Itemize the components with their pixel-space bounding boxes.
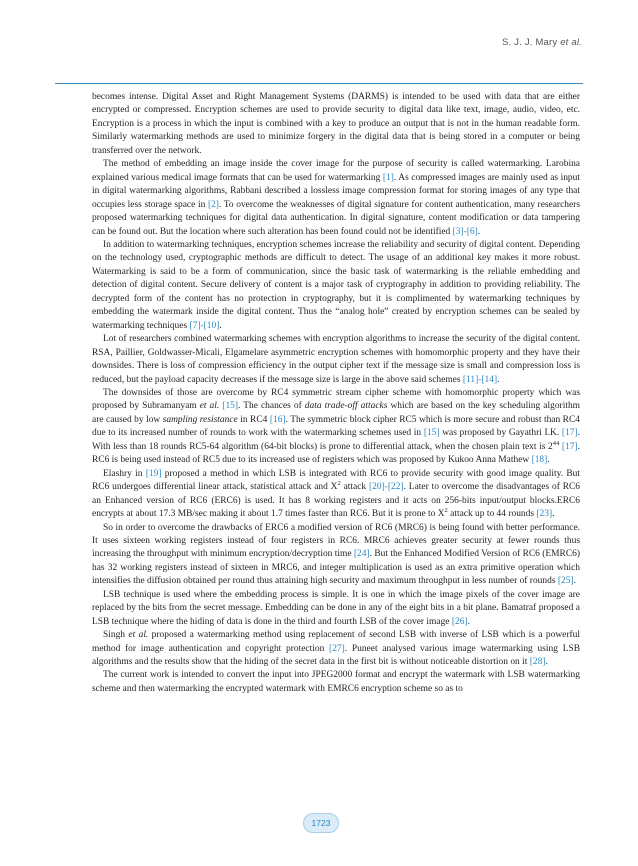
running-head [502, 37, 582, 48]
citation-link[interactable]: [20]-[22] [369, 482, 404, 493]
header-rule [55, 83, 583, 84]
paragraph-10: The current work is intended to convert the input into JPEG2000 format and encrypt the watermark with LSB watermarking scheme and then watermarking the encrypted watermark with EMRC6 encryption scheme so as to [92, 670, 580, 694]
paragraph-6: Elashry in [19] proposed a method in which LSB is integrated with RC6 to provide security with good image quality. But RC6 undergoes differential linear attack, statistical attack and $X^2$ attack [20]-[22]. Later to overcome the disadvantages of RC6 an Enhanced version of RC6 (ERC6) is used. It has 8 working registers and it acts on 256-bits input/output blocks.ERC6 encrypts at about 17.3 MB/sec making it about 1.7 times faster than RC6. But it is prone to $X^2$ attack up to 44 rounds [23]. [92, 468, 581, 520]
superscript: 2 [337, 480, 341, 488]
citation-link[interactable]: [25] [557, 576, 574, 587]
citation-link[interactable]: [26] [451, 616, 468, 627]
citation-link[interactable]: [11]-[14] [462, 374, 498, 385]
citation-link[interactable]: [15] [423, 428, 440, 439]
citation-link[interactable]: [17] [561, 428, 578, 439]
citation-link[interactable]: [3]-[6] [452, 226, 478, 237]
paragraph-2: The method of embedding an image inside the cover image for the purpose of security is called watermarking. Larobina explained various medical image formats that can be used for watermarking [1]. As compressed images are mainly used as input in digital watermarking algorithms, Rabbani described a lossless image compression format for storing images of any type that occupies less storage space in [2]. To overcome the weaknesses of digital signature for content authentication, many researchers proposed watermarking techniques for digital data authentication. In digital signature, content modification or data tampering can be found out. But the location where such alteration has been found could not be identified [3]-[6]. [92, 159, 580, 237]
paragraph-8: LSB technique is used where the embedding process is simple. It is one in which the image pixels of the cover image are replaced by the bits from the secret message. Embedding can be done in any of the eight bits in a bit plane. Bamatraf proposed a LSB technique where the hiding of data is done in the third and fourth LSB of the cover image [26]. [92, 589, 580, 627]
paragraph-5: The downsides of those are overcome by RC4 symmetric stream cipher scheme with homomorphic property which was proposed by Subramanyam et al. [15]. The chances of data trade-off attacks which are based on the key scheduling algorithm are caused by low sampling resistance in RC4 [16]. The symmetric block cipher RC5 which is more secure and robust than RC4 due to its increased number of rounds to work with the watermarking schemes used in [15] was proposed by Gayathri I.K. [17]. With less than 18 rounds RC5-64 algorithm (64-bit blocks) is prone to differential attack, when the chosen plain text is $2^{44}$ [17]. RC6 is being used instead of RC5 due to its increased use of registers which was proposed by Kukoo Anna Mathew [18]. [92, 387, 581, 466]
emphasis: et al. [199, 401, 220, 412]
citation-link[interactable]: [2] [207, 199, 219, 210]
citation-link[interactable]: [24] [353, 549, 370, 560]
emphasis: et al. [128, 630, 149, 641]
citation-link[interactable]: [23] [536, 509, 553, 520]
superscript: 44 [552, 439, 560, 447]
citation-link[interactable]: [19] [145, 468, 162, 479]
citation-link[interactable]: [17] [561, 441, 578, 452]
paragraph-3: In addition to watermarking techniques, encryption schemes increase the reliability and security of digital content. Depending on the technology used, cryptographic methods are difficult to detect. The usage of an additional key makes it more robust. Watermarking is said to be a form of communication, since the basic task of watermarking is the reliable embedding and detection of digital content. Secure delivery of content is a major task of cryptography in addition to providing reliability. The decrypted form of the content has no protection in cryptography, but it is complimented by watermarking techniques by embedding the watermark inside the digital content. Thus the “analog hole” created by encryption schemes can be sealed by watermarking techniques [7]-[10]. [92, 239, 580, 331]
superscript: 2 [444, 507, 448, 515]
paragraph-9: Singh et al. proposed a watermarking method using replacement of second LSB with inverse of LSB which is a powerful method for image authentication and copyright protection [27]. Puneet analysed various image watermarking using LSB algorithms and the results show that the hiding of the secret data in the first bit is without noticeable distortion on it [28]. [92, 630, 581, 668]
emphasis: data trade-off attacks [304, 401, 388, 412]
citation-link[interactable]: [15] [222, 401, 239, 412]
citation-link[interactable]: [28] [529, 657, 546, 668]
citation-link[interactable]: [7]-[10] [189, 320, 220, 331]
emphasis: sampling resistance [162, 414, 238, 425]
paragraph-4: Lot of researchers combined watermarking schemes with encryption algorithms to increase the security of the digital content. RSA, Paillier, Goldwasser-Micali, Elgamelare asymmetric encryption schemes with homomorphic property and they have their downsides. There is loss of compression efficiency in the output cipher text if the message size is small and compression loss is reduced, but the payload capacity decreases if the message size is large in the above said schemes [11]-[14]. [92, 334, 580, 385]
citation-link[interactable]: [16] [269, 414, 286, 425]
article-body [92, 91, 580, 696]
paragraph-7: So in order to overcome the drawbacks of ERC6 a modified version of RC6 (MRC6) is being found with better performance. It uses sixteen working registers instead of four registers in RC6. MRC6 achieves greater security at fewer rounds thus increasing the throughput with minimum encryption/decryption time [24]. But the Enhanced Modified Version of RC6 (EMRC6) has 32 working registers instead of sixteen in MRC6, and integer multiplication is used as an extra primitive operation which intensifies the diffusion obtained per round thus attaining high security and maximum throughput in less number of rounds [25]. [92, 522, 581, 587]
citation-link[interactable]: [1] [382, 172, 394, 183]
running-head-authors: S. J. J. Mary [501, 37, 558, 48]
page-number-badge: 1723 [303, 813, 339, 833]
paragraph-1: becomes intense. Digital Asset and Right Management Systems (DARMS) is intended to be used with data that are either encrypted or compressed. Encryption schemes are used to provide security to digital data like text, image, audio, video, etc. Encryption is a process in which the input is combined with a key to produce an output that is not in the human readable form. Similarly watermarking methods are used to minimize forgery in the digital data that is being stored in a computer or being transferred over the network. [92, 92, 580, 156]
citation-link[interactable]: [18] [531, 455, 548, 466]
citation-link[interactable]: [27] [329, 643, 345, 654]
running-head-etal: et al. [560, 37, 582, 48]
